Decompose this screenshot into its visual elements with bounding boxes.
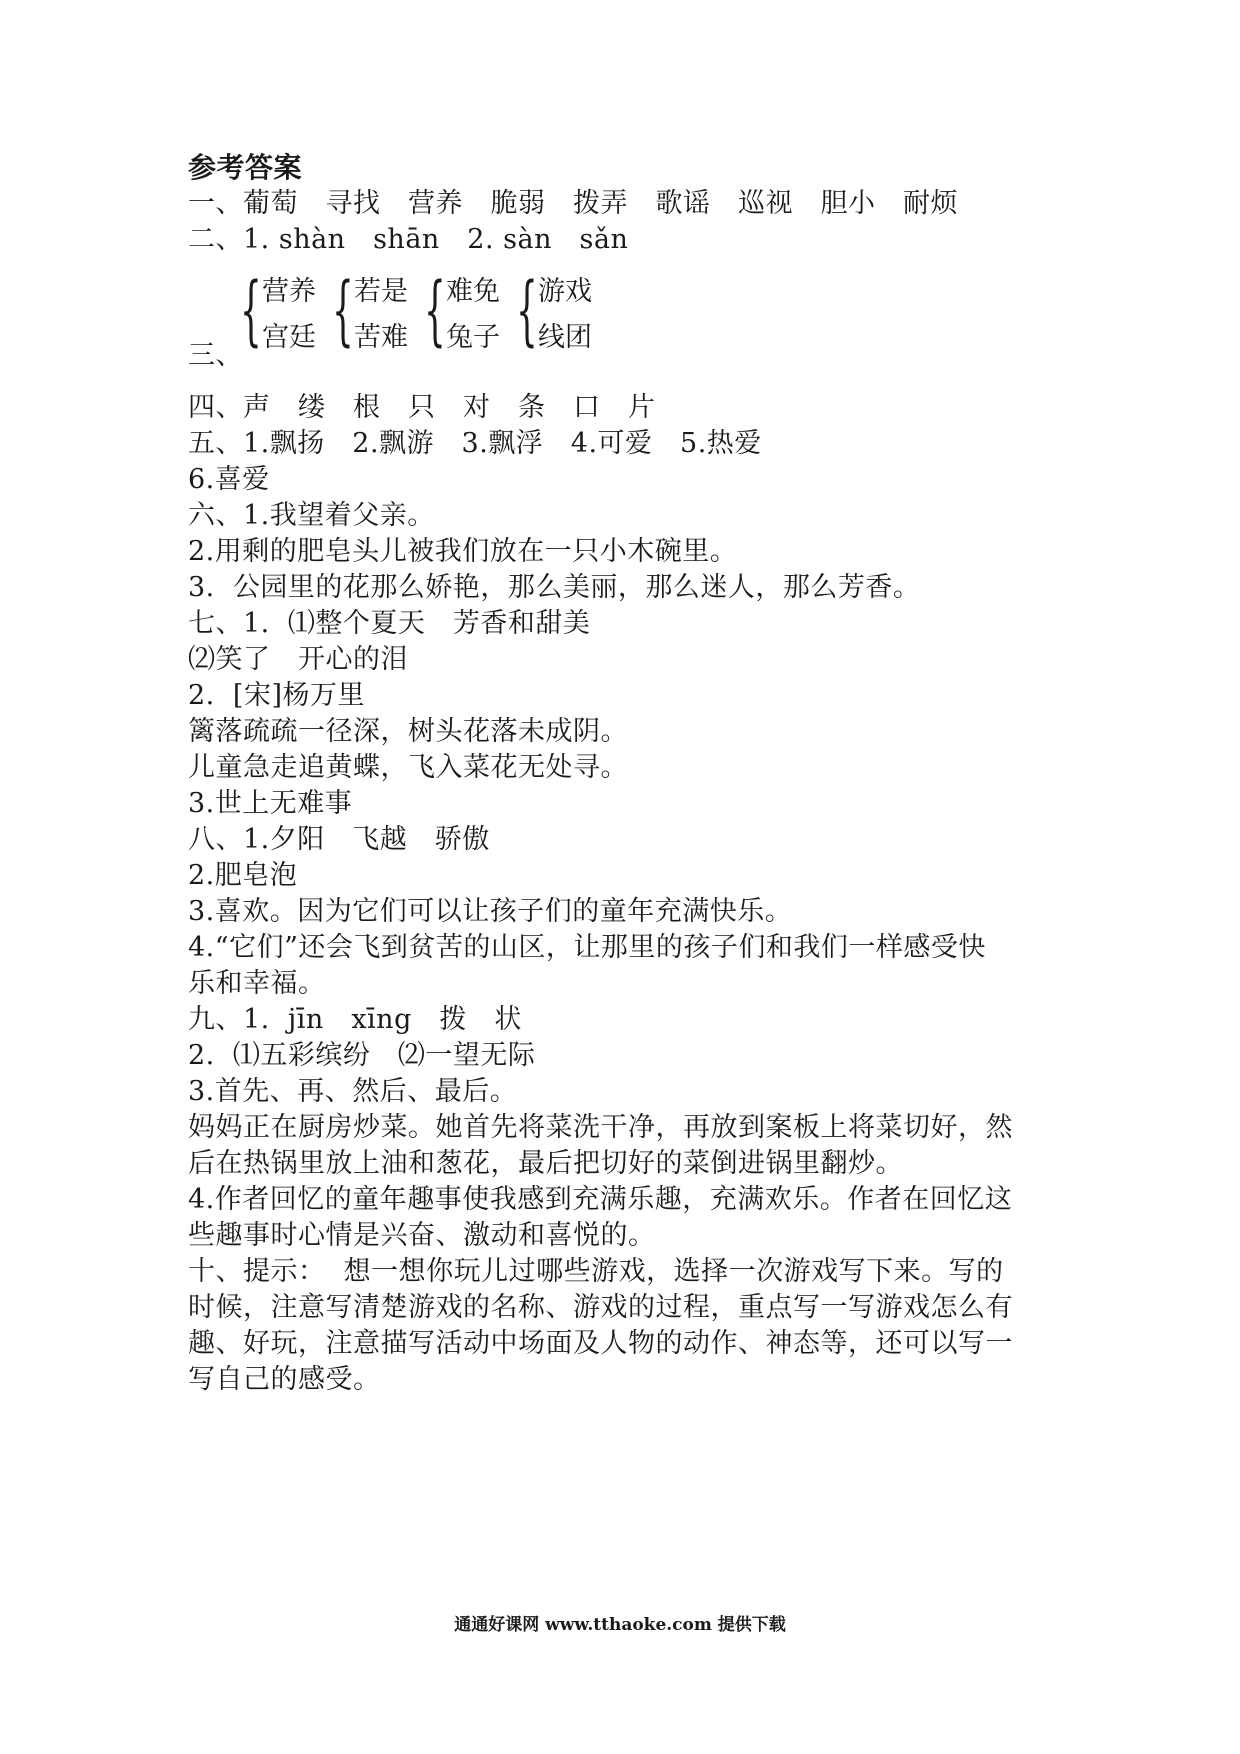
poem-line-2: 儿童急走追黄蝶，飞入菜花无处寻。 <box>188 752 628 783</box>
brace-icon: { <box>516 265 538 354</box>
answer-6-3: 3. 公园里的花那么娇艳，那么美丽，那么迷人，那么芳香。 <box>188 572 921 603</box>
answer-9-1: 九、1. jīn xīng 拨 状 <box>188 1004 522 1035</box>
answer-7-2: 2. [宋]杨万里 <box>188 680 365 711</box>
answer-7-1: 七、1. ⑴整个夏天 芳香和甜美 <box>188 608 591 639</box>
brace-icon: { <box>240 265 262 354</box>
pair-top: 游戏 <box>538 276 592 307</box>
answer-8-1: 八、1.夕阳 飞越 骄傲 <box>188 824 490 855</box>
brace-icon: { <box>332 265 354 354</box>
pair-top: 若是 <box>354 276 408 307</box>
answer-10-cont-3: 写自己的感受。 <box>188 1364 381 1395</box>
answer-7-3: 3.世上无难事 <box>188 788 353 819</box>
answer-9-2: 2. ⑴五彩缤纷 ⑵一望无际 <box>188 1040 536 1071</box>
answer-8-2: 2.肥皂泡 <box>188 860 298 891</box>
answer-5-cont: 6.喜爱 <box>188 464 270 495</box>
answer-5: 五、1.飘扬 2.飘游 3.飘浮 4.可爱 5.热爱 <box>188 428 762 459</box>
answer-10-cont-2: 趣、好玩，注意描写活动中场面及人物的动作、神态等，还可以写一 <box>188 1328 1013 1359</box>
answer-1: 一、葡萄 寻找 营养 脆弱 拨弄 歌谣 巡视 胆小 耐烦 <box>188 188 958 219</box>
pair-top: 难免 <box>446 276 500 307</box>
answer-3-braces <box>240 264 660 360</box>
brace-icon: { <box>424 265 446 354</box>
answer-4: 四、声 缕 根 只 对 条 口 片 <box>188 392 656 423</box>
answer-9-3-text-cont: 后在热锅里放上油和葱花，最后把切好的菜倒进锅里翻炒。 <box>188 1148 903 1179</box>
pair-bottom: 兔子 <box>446 322 500 353</box>
answer-9-4-cont: 些趣事时心情是兴奋、激动和喜悦的。 <box>188 1220 656 1251</box>
answer-9-3-text: 妈妈正在厨房炒菜。她首先将菜洗干净，再放到案板上将菜切好，然 <box>188 1112 1013 1143</box>
footer-download-note: 通通好课网 www.tthaoke.com 提供下载 <box>454 1615 786 1635</box>
answer-2: 二、1. shàn shān 2. sàn sǎn <box>188 224 629 255</box>
pair-top: 营养 <box>262 276 316 307</box>
answer-6-2: 2.用剩的肥皂头儿被我们放在一只小木碗里。 <box>188 536 738 567</box>
answer-10: 十、提示： 想一想你玩儿过哪些游戏，选择一次游戏写下来。写的 <box>188 1256 1004 1287</box>
answer-9-3: 3.首先、再、然后、最后。 <box>188 1076 518 1107</box>
answer-8-3: 3.喜欢。因为它们可以让孩子们的童年充满快乐。 <box>188 896 793 927</box>
pair-bottom: 苦难 <box>354 322 408 353</box>
pair-bottom: 宫廷 <box>262 322 316 353</box>
answer-8-4-cont: 乐和幸福。 <box>188 968 326 999</box>
poem-line-1: 篱落疏疏一径深，树头花落未成阴。 <box>188 716 628 747</box>
answer-6-1: 六、1.我望着父亲。 <box>188 500 435 531</box>
page-title: 参考答案 <box>188 151 303 184</box>
answer-7-1b: ⑵笑了 开心的泪 <box>188 644 408 675</box>
answer-9-4: 4.作者回忆的童年趣事使我感到充满乐趣，充满欢乐。作者在回忆这 <box>188 1184 1013 1215</box>
answer-3-label: 三、 <box>188 340 243 371</box>
pair-bottom: 线团 <box>538 322 592 353</box>
answer-10-cont-1: 时候，注意写清楚游戏的名称、游戏的过程，重点写一写游戏怎么有 <box>188 1292 1013 1323</box>
answer-8-4: 4.“它们”还会飞到贫苦的山区，让那里的孩子们和我们一样感受快 <box>188 932 986 963</box>
